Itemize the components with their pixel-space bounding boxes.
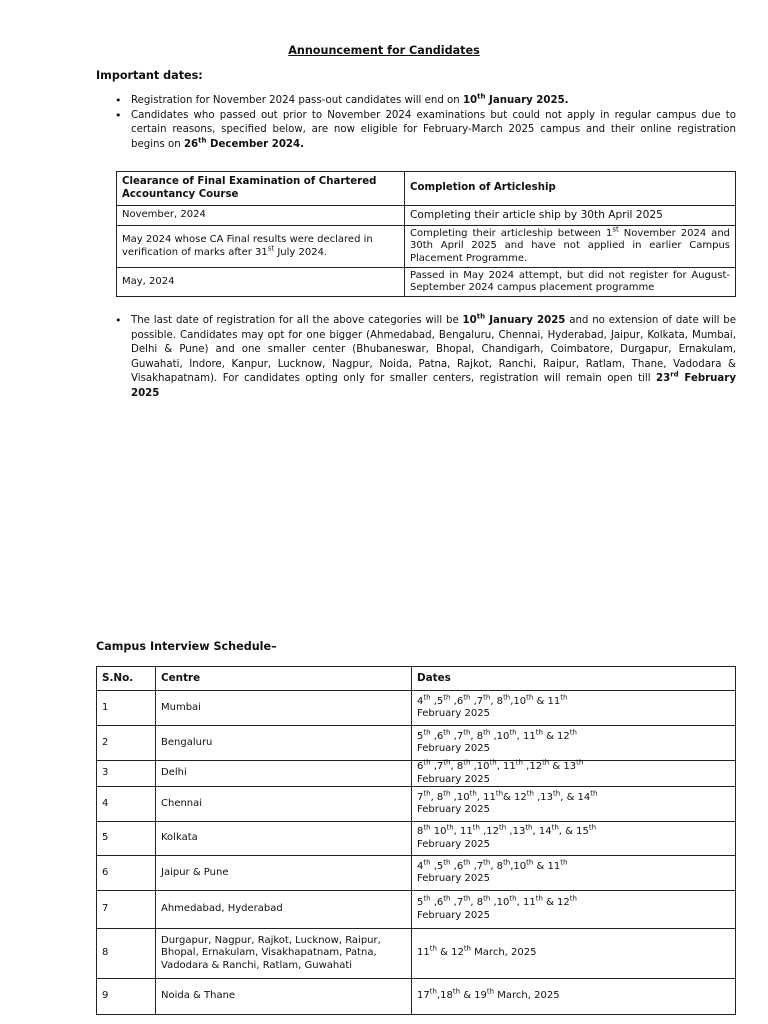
centre-cell: Ahmedabad, Hyderabad — [156, 891, 412, 929]
dates-line: February 2025 — [417, 873, 490, 884]
bullet-registration-end: • Registration for November 2024 pass-out candidates will end on 10th January 2025. — [96, 94, 736, 109]
important-dates-heading: Important dates: — [96, 69, 203, 82]
table-row — [97, 856, 736, 891]
dates-line: 5th ,6th ,7th, 8th ,10th, 11th & 12th — [417, 728, 577, 742]
dates-line: 6th ,7th, 8th ,10th, 11th ,12th & 13th — [417, 758, 584, 772]
dates-cell — [412, 856, 736, 891]
campus-schedule-table — [96, 666, 736, 1015]
column-header: Clearance of Final Examination of Chartered Accountancy Course — [117, 172, 405, 206]
sno-cell: 6 — [97, 856, 156, 891]
page-title: Announcement for Candidates — [288, 44, 480, 57]
table-cell: Passed in May 2024 attempt, but did not register for August-September 2024 campus placement programme — [405, 268, 736, 297]
dates-cell — [412, 979, 736, 1015]
bullet-eligibility: • Candidates who passed out prior to November 2024 examinations but could not apply in regular campus due to certain reasons, specified below, are now eligible for February-March 2025 campus and their online registration begins on 26th December 2024. — [96, 109, 736, 153]
centre-cell: Noida & Thane — [156, 979, 412, 1015]
table-row — [97, 761, 736, 787]
sno-cell: 2 — [97, 726, 156, 761]
dates-line: February 2025 — [417, 838, 490, 850]
sno-cell: 9 — [97, 979, 156, 1015]
dates-cell — [412, 691, 736, 726]
sno-cell: 8 — [97, 929, 156, 979]
sno-cell: 3 — [97, 761, 156, 787]
important-dates-list — [96, 94, 736, 152]
table-header-row — [97, 667, 736, 691]
table-row — [117, 226, 736, 268]
eligibility-table — [116, 171, 736, 297]
centre-cell: Kolkata — [156, 822, 412, 856]
registration-end-date: 10th January 2025. — [462, 92, 569, 106]
table-row — [117, 268, 736, 297]
centre-cell: Durgapur, Nagpur, Rajkot, Lucknow, Raipur, Bhopal, Ernakulam, Visakhapatnam, Patna, Vadodara & Ranchi, Ratlam, Guwahati — [156, 929, 412, 979]
dates-line: February 2025 — [417, 909, 490, 921]
table-cell: Completing their article ship by 30th April 2025 — [405, 206, 736, 226]
dates-cell — [412, 822, 736, 856]
column-header: S.No. — [97, 667, 156, 691]
table-row — [97, 726, 736, 761]
dates-line: 17th,18th & 19th March, 2025 — [417, 987, 560, 1002]
dates-cell — [412, 726, 736, 761]
sno-cell: 5 — [97, 822, 156, 856]
sno-cell: 4 — [97, 787, 156, 822]
dates-line: 7th, 8th ,10th, 11th& 12th ,13th, & 14th — [417, 789, 598, 803]
table-header-row — [117, 172, 736, 206]
table-row — [97, 691, 736, 726]
bullet-last-date: • The last date of registration for all the above categories will be 10th January 2025 and no extension of date will be possible. Candidates may opt for one bigger (Ahmedabad, Bengaluru, Chennai, Hyderabad, Jaipur, Kolkata, Mumbai, Delhi & Pune) and one smaller center (Bhubaneswar, Bhopal, Chandigarh, Coimbatore, Durgapur, Ernakulam, Guwahati, Indore, Kanpur, Lucknow, Nagpur, Noida, Patna, Rajkot, Ranchi, Raipur, Ratlam, Thane, Vadodara & Visakhapatnam). For candidates opting only for smaller centers, registration will remain open till 23rd February 2025 — [96, 314, 736, 402]
dates-line: 4th ,5th ,6th ,7th, 8th,10th & 11th — [417, 858, 568, 872]
last-registration-date: 10th January 2025 — [462, 312, 566, 326]
schedule-body — [97, 691, 736, 1015]
column-header: Completion of Articleship — [405, 172, 736, 206]
dates-cell — [412, 758, 736, 787]
table-cell: May 2024 whose CA Final results were declared in verification of marks after 31st July 2024. — [117, 226, 405, 268]
centre-cell: Bengaluru — [156, 726, 412, 761]
dates-line: 4th ,5th ,6th ,7th, 8th,10th & 11th — [417, 693, 568, 707]
table-row — [97, 979, 736, 1015]
centre-cell: Chennai — [156, 787, 412, 822]
centre-cell: Jaipur & Pune — [156, 856, 412, 891]
centre-cell: Mumbai — [156, 691, 412, 726]
dates-line: 11th & 12th March, 2025 — [417, 944, 537, 959]
table-row — [97, 891, 736, 929]
column-header: Centre — [156, 667, 412, 691]
dates-cell — [412, 787, 736, 822]
schedule-heading: Campus Interview Schedule– — [96, 640, 277, 653]
sno-cell: 1 — [97, 691, 156, 726]
dates-line: 5th ,6th ,7th, 8th ,10th, 11th & 12th — [417, 894, 577, 908]
sno-cell: 7 — [97, 891, 156, 929]
dates-line: February 2025 — [417, 773, 490, 785]
smaller-centers-deadline: 23rd February 2025 — [131, 370, 736, 399]
column-header: Dates — [412, 667, 736, 691]
dates-line: February 2025 — [417, 708, 490, 719]
centre-cell: Delhi — [156, 761, 412, 787]
table-cell: May, 2024 — [117, 268, 405, 297]
dates-line: February 2025 — [417, 804, 490, 815]
registration-notes-list — [96, 314, 736, 402]
table-row — [117, 206, 736, 226]
table-row — [97, 787, 736, 822]
table-cell: November, 2024 — [117, 206, 405, 226]
table-row — [97, 929, 736, 979]
dates-line: 8th 10th, 11th ,12th ,13th, 14th, & 15th — [417, 823, 597, 837]
dates-cell — [412, 929, 736, 979]
table-row — [97, 822, 736, 856]
table-cell: Completing their articleship between 1st November 2024 and 30th April 2025 and have not applied in earlier Campus Placement Programme. — [405, 226, 736, 268]
dates-line: February 2025 — [417, 743, 490, 754]
registration-begin-date: 26th December 2024. — [183, 136, 304, 150]
dates-cell — [412, 891, 736, 929]
